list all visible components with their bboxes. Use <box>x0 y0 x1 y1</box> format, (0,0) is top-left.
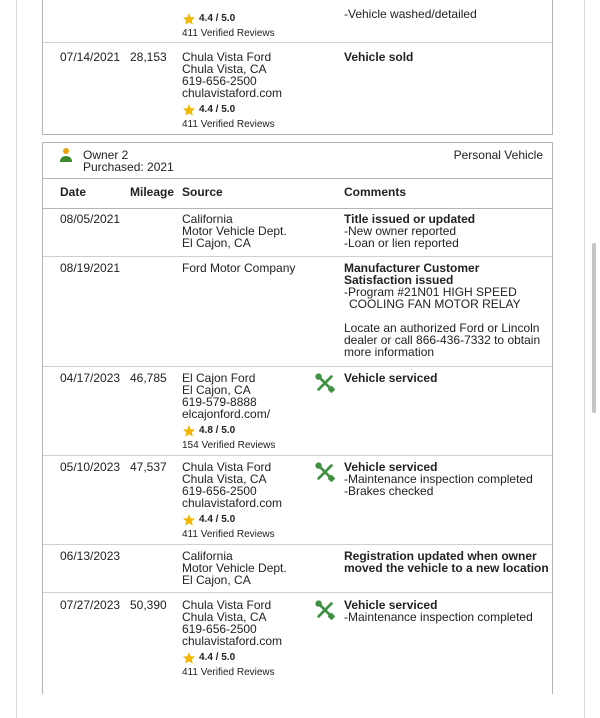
dealer-website-link[interactable]: chulavistaford.com <box>182 86 283 100</box>
history-row <box>43 592 552 696</box>
star-icon <box>182 103 196 117</box>
comment-line: -Program #21N01 HIGH SPEED <box>344 285 517 299</box>
rating-value: 4.4 / 5.0 <box>199 104 236 115</box>
comment-title: Manufacturer Customer Satisfaction issued <box>344 261 480 287</box>
comment-line: -Maintenance inspection completed <box>344 610 533 624</box>
comment-title: Vehicle serviced <box>344 598 438 612</box>
history-row <box>43 208 552 256</box>
owner-header <box>43 143 552 178</box>
mileage-cell: 46,785 <box>130 371 167 385</box>
mileage-cell: 28,153 <box>130 50 167 64</box>
source-line: California <box>182 549 233 563</box>
comments-cell <box>344 213 549 249</box>
verified-reviews-link[interactable]: 411 Verified Reviews <box>182 529 275 540</box>
date-cell: 08/19/2021 <box>60 261 121 275</box>
dealer-website-link[interactable]: chulavistaford.com <box>182 634 283 648</box>
date-cell: 07/14/2021 <box>60 50 121 64</box>
star-icon <box>182 651 196 665</box>
person-icon <box>59 147 73 163</box>
comment-line: -Maintenance inspection completed <box>344 472 533 486</box>
star-icon <box>182 424 196 438</box>
dealer-phone[interactable]: 619-656-2500 <box>182 484 257 498</box>
date-cell: 06/13/2023 <box>60 549 121 563</box>
star-icon <box>182 513 196 527</box>
wrench-screwdriver-icon <box>314 461 336 483</box>
history-row <box>43 455 552 545</box>
date-cell: 07/27/2023 <box>60 598 121 612</box>
comments-cell <box>344 599 549 623</box>
source-line: Chula Vista Ford <box>182 50 272 64</box>
rating-value: 4.8 / 5.0 <box>199 425 236 436</box>
verified-reviews-link[interactable]: 154 Verified Reviews <box>182 440 276 451</box>
history-table-header <box>43 178 552 209</box>
source-line: Motor Vehicle Dept. <box>182 224 287 238</box>
source-line: Motor Vehicle Dept. <box>182 561 287 575</box>
comment-title: Vehicle serviced <box>344 460 438 474</box>
source-line: Ford Motor Company <box>182 261 296 275</box>
dealer-website-link[interactable]: chulavistaford.com <box>182 496 283 510</box>
owner-name: Owner 2 <box>83 148 129 162</box>
dealer-phone[interactable]: 619-656-2500 <box>182 74 257 88</box>
rating-value: 4.4 / 5.0 <box>199 13 236 24</box>
source-line: El Cajon, CA <box>182 383 251 397</box>
comment-line: -Brakes checked <box>344 484 434 498</box>
source-line: Chula Vista, CA <box>182 62 267 76</box>
source-cell <box>182 262 295 274</box>
source-line: Chula Vista Ford <box>182 460 272 474</box>
source-line: El Cajon, CA <box>182 573 251 587</box>
header-date: Date <box>60 185 87 199</box>
comments-cell <box>344 262 549 358</box>
comments-cell <box>344 372 549 384</box>
source-cell <box>182 372 275 452</box>
date-cell: 05/10/2023 <box>60 460 121 474</box>
history-row <box>43 0 552 42</box>
comment-note: Locate an authorized Ford or Lincoln dealer or call 866-436-7332 to obtain more information <box>344 321 541 359</box>
dealer-phone[interactable]: 619-579-8888 <box>182 395 257 409</box>
history-row <box>43 256 552 367</box>
history-row <box>43 42 552 135</box>
owner-1-history-card <box>42 0 553 135</box>
history-row <box>43 366 552 456</box>
dealer-rating <box>182 424 275 438</box>
wrench-screwdriver-icon <box>314 599 336 621</box>
dealer-phone[interactable]: 619-656-2500 <box>182 622 257 636</box>
mileage-cell: 47,537 <box>130 460 167 474</box>
page-scrollbar[interactable] <box>592 243 596 413</box>
source-line: Chula Vista, CA <box>182 610 267 624</box>
comment-line: COOLING FAN MOTOR RELAY <box>349 297 521 311</box>
source-line: Chula Vista Ford <box>182 598 272 612</box>
wrench-screwdriver-icon <box>314 372 336 394</box>
comments-cell <box>344 550 549 574</box>
dealer-rating <box>182 651 282 665</box>
source-cell <box>182 12 275 40</box>
date-cell: 04/17/2023 <box>60 371 121 385</box>
comment-title: Vehicle sold <box>344 50 414 64</box>
owner-2-history-card <box>42 142 553 694</box>
dealer-rating <box>182 103 282 117</box>
comment-line: -Loan or lien reported <box>344 236 459 250</box>
comments-cell <box>344 461 549 497</box>
verified-reviews-link[interactable]: 411 Verified Reviews <box>182 119 275 130</box>
source-cell <box>182 550 287 586</box>
comment-title: Registration updated when owner moved the vehicle to a new location <box>344 549 549 575</box>
dealer-website-link[interactable]: elcajonford.com/ <box>182 407 271 421</box>
source-cell <box>182 213 287 249</box>
vehicle-use-type: Personal Vehicle <box>453 148 543 162</box>
source-line: El Cajon Ford <box>182 371 256 385</box>
source-cell <box>182 51 282 131</box>
source-line: El Cajon, CA <box>182 236 251 250</box>
comment-line: -Vehicle washed/detailed <box>344 7 477 21</box>
header-source: Source <box>182 185 223 199</box>
header-mileage: Mileage <box>130 185 175 199</box>
verified-reviews-link[interactable]: 411 Verified Reviews <box>182 28 275 39</box>
history-row <box>43 544 552 593</box>
star-icon <box>182 12 196 26</box>
rating-value: 4.4 / 5.0 <box>199 652 236 663</box>
comments-cell <box>344 51 549 63</box>
dealer-rating <box>182 12 275 26</box>
date-cell: 08/05/2021 <box>60 212 121 226</box>
header-comments: Comments <box>344 185 407 199</box>
source-line: California <box>182 212 233 226</box>
owner-purchased: Purchased: 2021 <box>83 160 174 174</box>
source-cell <box>182 599 282 679</box>
source-cell <box>182 461 282 541</box>
comment-title: Vehicle serviced <box>344 371 438 385</box>
source-line: Chula Vista, CA <box>182 472 267 486</box>
mileage-cell: 50,390 <box>130 598 167 612</box>
rating-value: 4.4 / 5.0 <box>199 514 236 525</box>
comment-line: -New owner reported <box>344 224 457 238</box>
verified-reviews-link[interactable]: 411 Verified Reviews <box>182 667 275 678</box>
comments-cell <box>344 8 549 20</box>
comment-title: Title issued or updated <box>344 212 476 226</box>
dealer-rating <box>182 513 282 527</box>
